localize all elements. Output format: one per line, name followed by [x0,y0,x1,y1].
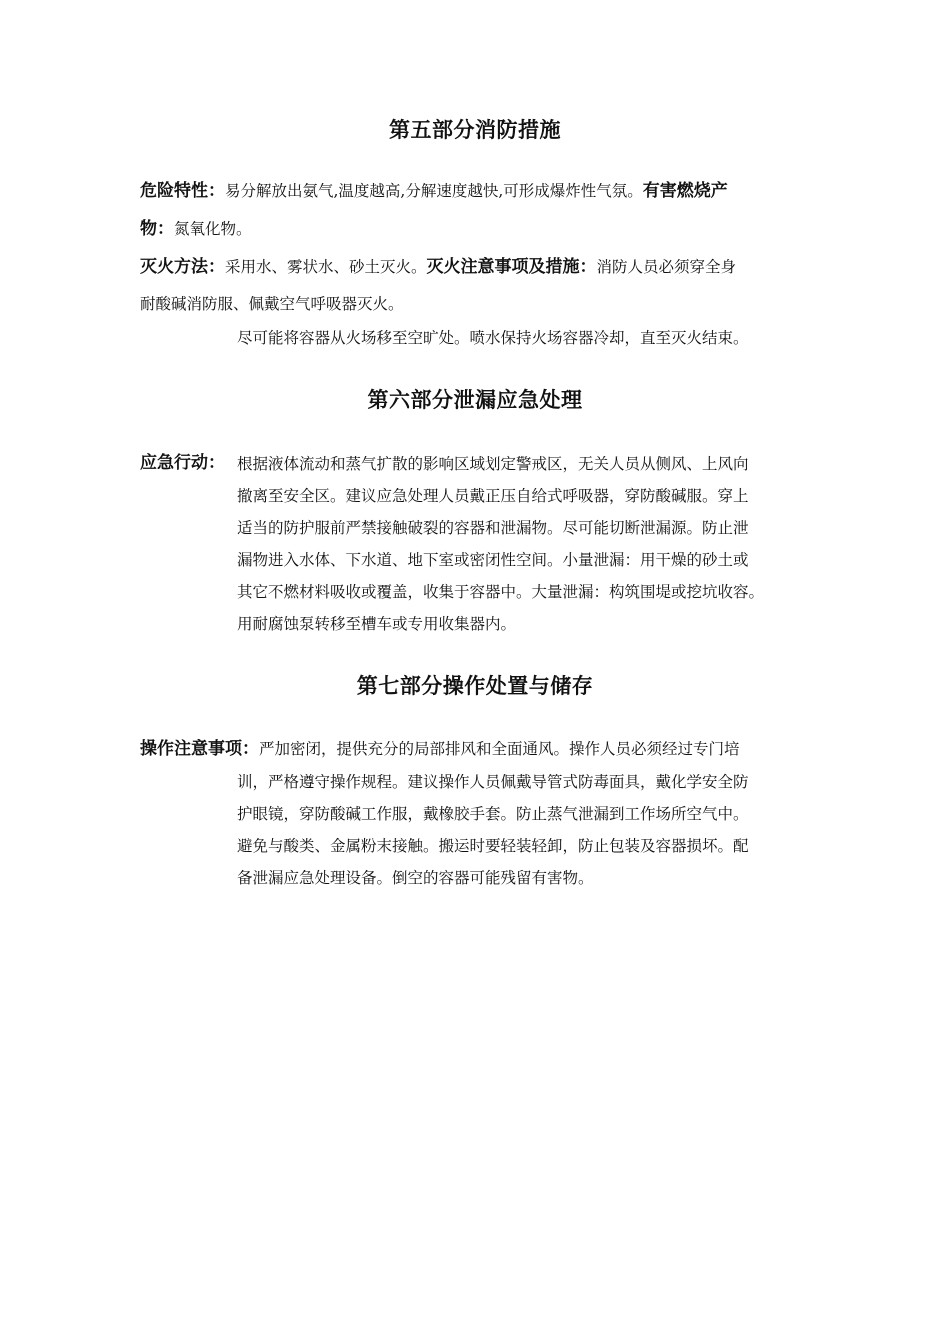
hazard-label: 危险特性： [140,181,225,201]
notes-text-1: 消防人员必须穿全身 [596,258,737,276]
section7-line: 护眼镜，穿防酸碱工作服，戴橡胶手套。防止蒸气泄漏到工作场所空气中。 [237,805,749,823]
method-label: 灭火方法： [140,257,225,277]
section7-line: 严加密闭，提供充分的局部排风和全面通风。操作人员必须经过专门培 [259,740,740,758]
section6-line: 根据液体流动和蒸气扩散的影响区域划定警戒区，无关人员从侧风、上风向 [237,455,749,473]
section6-line: 适当的防护服前严禁接触破裂的容器和泄漏物。尽可能切断泄漏源。防止泄 [237,519,749,537]
section6-title: 第六部分泄漏应急处理 [367,388,583,412]
products-text: 氮氧化物。 [174,220,252,238]
products-label-a: 有害燃烧产 [642,181,728,201]
section7-line: 避免与酸类、金属粉末接触。搬运时要轻装轻卸，防止包装及容器损坏。配 [237,837,749,855]
notes-label: 灭火注意事项及措施： [426,257,597,277]
method-text: 采用水、雾状水、砂土灭火。 [225,258,427,276]
hazard-text: 易分解放出氨气,温度越高,分解速度越快,可形成爆炸性气氛。 [225,182,643,200]
section7-line: 训，严格遵守操作规程。建议操作人员佩戴导管式防毒面具，戴化学安全防 [237,773,749,791]
operation-notes-label: 操作注意事项： [140,739,259,759]
notes-text-3: 尽可能将容器从火场移至空旷处。喷水保持火场容器冷却，直至灭火结束。 [237,329,749,347]
section6-line: 其它不燃材料吸收或覆盖，收集于容器中。大量泄漏：构筑围堤或挖坑收容。 [237,583,765,601]
section6-label-line [140,453,225,473]
section5-products-line [140,219,252,239]
section6-line: 漏物进入水体、下水道、地下室或密闭性空间。小量泄漏：用干燥的砂土或 [237,551,749,569]
section5-hazard-line [140,181,728,201]
section7-title: 第七部分操作处置与储存 [356,674,594,698]
products-label-b: 物： [140,219,174,239]
section5-method-line [140,257,736,277]
section7-line: 备泄漏应急处理设备。倒空的容器可能残留有害物。 [237,869,594,887]
section7-first-line [140,739,740,759]
emergency-action-label: 应急行动： [140,453,225,473]
section6-line: 撤离至安全区。建议应急处理人员戴正压自给式呼吸器，穿防酸碱服。穿上 [237,487,749,505]
section5-title: 第五部分消防措施 [389,118,561,142]
section6-line: 用耐腐蚀泵转移至槽车或专用收集器内。 [237,615,517,633]
notes-text-2: 耐酸碱消防服、佩戴空气呼吸器灭火。 [140,295,404,313]
